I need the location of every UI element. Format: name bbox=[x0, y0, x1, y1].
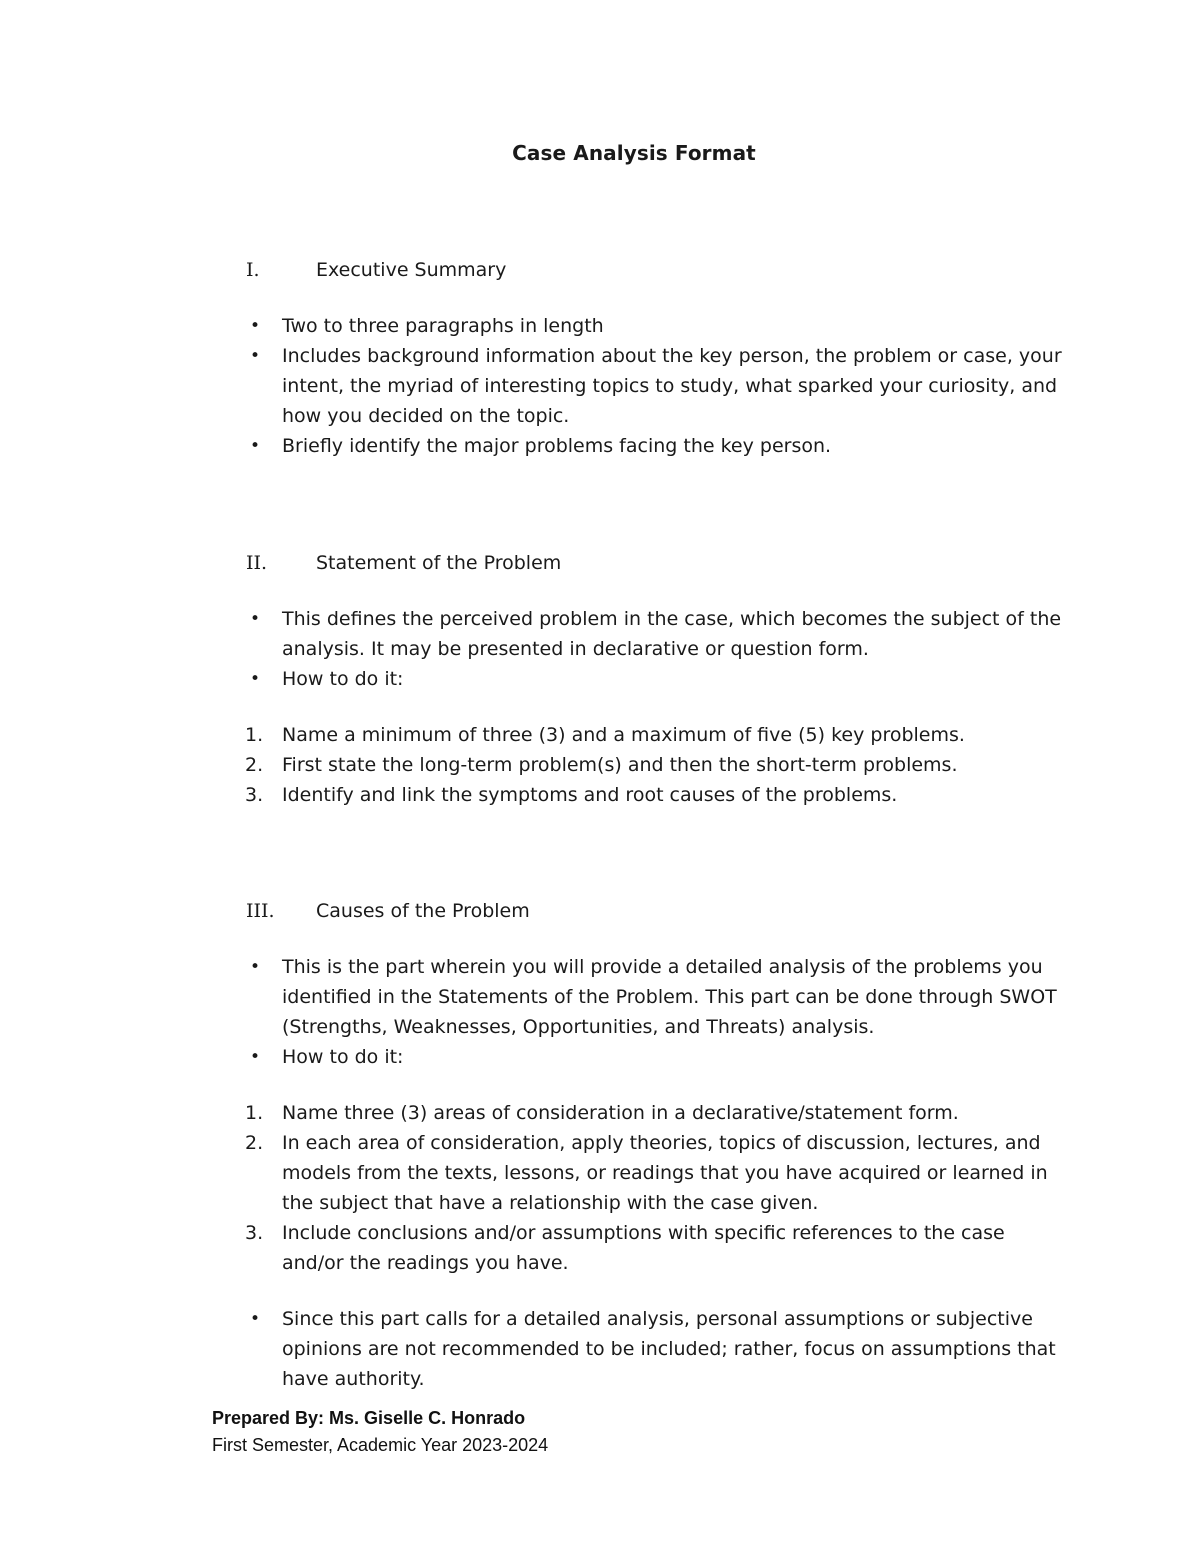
semester-label: First Semester, Academic Year 2023-2024 bbox=[212, 1435, 549, 1455]
section-heading bbox=[0, 896, 1200, 926]
step-number: 2. bbox=[245, 754, 264, 776]
step-number: 1. bbox=[245, 1102, 264, 1124]
list-item bbox=[0, 1098, 1072, 1128]
section-heading bbox=[0, 255, 1200, 285]
bullet-icon: • bbox=[250, 346, 261, 366]
bullet-list bbox=[0, 952, 1200, 1072]
step-number: 1. bbox=[245, 724, 264, 746]
bullet-icon: • bbox=[250, 957, 261, 977]
list-item-text: Name a minimum of three (3) and a maximum of five (5) key problems. bbox=[282, 724, 965, 746]
bullet-icon: • bbox=[250, 669, 261, 689]
bullet-list bbox=[0, 1304, 1200, 1394]
list-item bbox=[0, 604, 1072, 664]
section-causes-of-problem bbox=[0, 896, 1200, 1394]
section-statement-of-problem bbox=[0, 548, 1200, 810]
list-item bbox=[0, 1128, 1072, 1218]
bullet-icon: • bbox=[250, 1047, 261, 1067]
list-item-text: Includes background information about the key person, the problem or case, your intent, the myriad of interesting topics to study, what sparked your curiosity, and how you decided on the topic. bbox=[282, 345, 1062, 427]
list-item bbox=[0, 311, 1072, 341]
list-item bbox=[0, 1218, 1072, 1278]
list-item bbox=[0, 1304, 1072, 1394]
numbered-list bbox=[0, 720, 1200, 810]
list-item-text: Since this part calls for a detailed analysis, personal assumptions or subjective opinions are not recommended to be included; rather, focus on assumptions that have authority. bbox=[282, 1308, 1056, 1390]
bullet-icon: • bbox=[250, 436, 261, 456]
list-item-text: In each area of consideration, apply theories, topics of discussion, lectures, and models from the texts, lessons, or readings that you have acquired or learned in the subject that have a relationship with the case given. bbox=[282, 1132, 1048, 1214]
list-item-text: How to do it: bbox=[282, 1046, 404, 1068]
step-number: 2. bbox=[245, 1132, 264, 1154]
list-item-text: Include conclusions and/or assumptions with specific references to the case and/or the readings you have. bbox=[282, 1222, 1005, 1274]
list-item-text: First state the long-term problem(s) and then the short-term problems. bbox=[282, 754, 958, 776]
list-item bbox=[0, 1042, 1072, 1072]
bullet-list bbox=[0, 311, 1200, 461]
numbered-list bbox=[0, 1098, 1200, 1278]
list-item bbox=[0, 341, 1072, 431]
section-numeral: III. bbox=[246, 900, 275, 922]
section-executive-summary bbox=[0, 255, 1200, 461]
list-item-text: This is the part wherein you will provide a detailed analysis of the problems you identified in the Statements of the Problem. This part can be done through SWOT (Strengths, Weaknesses, Opportunities, and Threats) analysis. bbox=[282, 956, 1057, 1038]
list-item-text: Name three (3) areas of consideration in a declarative/statement form. bbox=[282, 1102, 959, 1124]
section-heading bbox=[0, 548, 1200, 578]
section-heading-text: Executive Summary bbox=[316, 259, 507, 281]
list-item-text: Two to three paragraphs in length bbox=[282, 315, 604, 337]
document-title: Case Analysis Format bbox=[512, 141, 756, 165]
prepared-by: Prepared By: Ms. Giselle C. Honrado bbox=[212, 1408, 526, 1428]
list-item-text: Briefly identify the major problems facing the key person. bbox=[282, 435, 832, 457]
list-item-text: How to do it: bbox=[282, 668, 404, 690]
list-item-text: This defines the perceived problem in the case, which becomes the subject of the analysis. It may be presented in declarative or question form. bbox=[282, 608, 1062, 660]
section-numeral: II. bbox=[246, 552, 268, 574]
bullet-icon: • bbox=[250, 609, 261, 629]
bullet-icon: • bbox=[250, 1309, 261, 1329]
section-heading-text: Statement of the Problem bbox=[316, 552, 562, 574]
bullet-list bbox=[0, 604, 1200, 694]
list-item bbox=[0, 750, 1072, 780]
list-item bbox=[0, 780, 1072, 810]
section-heading-text: Causes of the Problem bbox=[316, 900, 530, 922]
list-item bbox=[0, 720, 1072, 750]
step-number: 3. bbox=[245, 1222, 264, 1244]
list-item bbox=[0, 431, 1072, 461]
list-item bbox=[0, 664, 1072, 694]
step-number: 3. bbox=[245, 784, 264, 806]
list-item-text: Identify and link the symptoms and root causes of the problems. bbox=[282, 784, 898, 806]
bullet-icon: • bbox=[250, 316, 261, 336]
list-item bbox=[0, 952, 1072, 1042]
section-numeral: I. bbox=[246, 259, 260, 281]
document-footer bbox=[212, 1405, 548, 1459]
